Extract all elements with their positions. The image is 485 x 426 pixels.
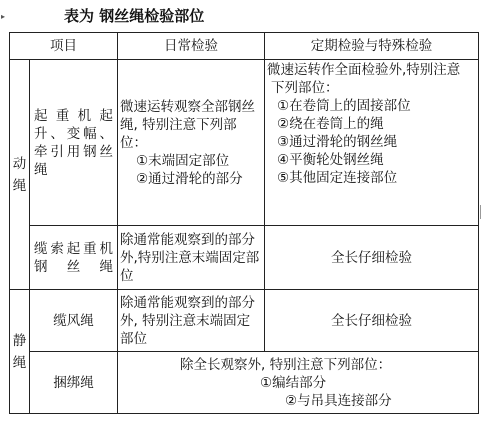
table-row-binding: [10, 352, 479, 414]
group-label: 静绳: [12, 332, 27, 371]
cursor-marker-icon: ▸: [1, 12, 6, 21]
table-row-hoist: [10, 60, 479, 226]
binding-text: 除全长观察外, 特别注意下列部位：: [180, 356, 392, 373]
periodic-hoist-point-5: ⑤其他固定连接部位: [277, 170, 398, 186]
header-item: 项目: [10, 33, 118, 60]
periodic-hoist-point-2: ②绕在卷筒上的绳: [277, 116, 384, 132]
margin-marker: [480, 205, 485, 219]
inspection-table: [9, 32, 479, 414]
group-static-rope: [10, 290, 30, 414]
group-moving-rope: [10, 60, 30, 290]
table-caption: 表为 钢丝绳检验部位: [64, 7, 205, 25]
periodic-hoist: [265, 60, 479, 226]
item-hoist-rope: 起重机起升、变幅、牵引用钢丝绳: [30, 60, 118, 226]
periodic-guy: 全长仔细检验: [265, 290, 479, 352]
daily-guy: 除通常能观察到的部分外, 特别注意末端固定部位: [118, 290, 265, 352]
periodic-hoist-text: 微速运转作全面检验外,特别注意: [267, 62, 461, 78]
daily-cableway: 除通常能观察到的部分外,特别注意末端固定部位: [118, 226, 265, 290]
daily-hoist-text: 微速运转观察全部钢丝绳, 特别注意下列部位：: [120, 98, 255, 151]
binding-inspection: [118, 352, 479, 414]
daily-hoist-point-1: ①末端固定部位: [136, 152, 230, 169]
table-row-guy: [10, 290, 479, 352]
header-daily: 日常检验: [118, 33, 265, 60]
group-label: 动绳: [12, 155, 27, 194]
periodic-hoist-text-2: 下列部位：: [271, 80, 339, 96]
daily-hoist: [118, 60, 265, 226]
periodic-hoist-point-3: ③通过滑轮的钢丝绳: [277, 134, 398, 150]
binding-point-1: ①编结部分: [260, 374, 327, 391]
periodic-hoist-point-4: ④平衡轮处钢丝绳: [277, 152, 384, 168]
item-guy-rope: 缆风绳: [30, 290, 118, 352]
item-cableway-rope: 缆索起重机钢丝绳: [30, 226, 118, 290]
binding-point-2: ②与吊具连接部分: [285, 392, 392, 409]
periodic-cableway: 全长仔细检验: [265, 226, 479, 290]
header-row: [10, 33, 479, 60]
daily-hoist-point-2: ②通过滑轮的部分: [136, 170, 243, 187]
header-periodic: 定期检验与特殊检验: [265, 33, 479, 60]
item-binding-rope: 捆绑绳: [30, 352, 118, 414]
table-row-cableway: [10, 226, 479, 290]
periodic-hoist-point-1: ①在卷筒上的固接部位: [277, 98, 411, 114]
